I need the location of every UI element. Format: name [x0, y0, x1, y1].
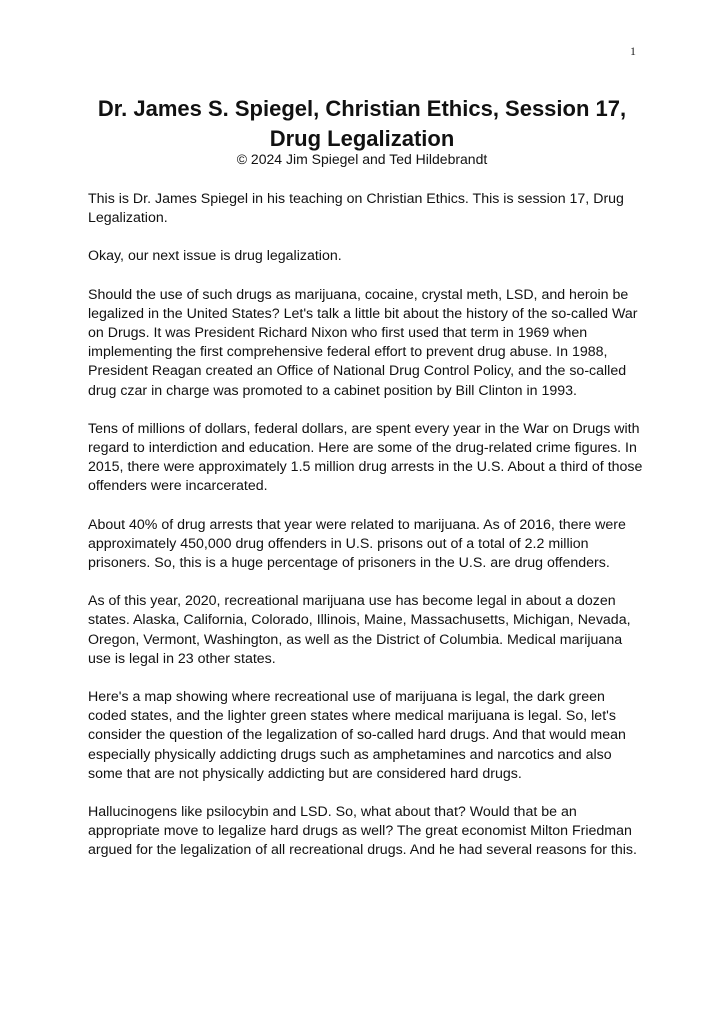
copyright-line: © 2024 Jim Spiegel and Ted Hildebrandt [236, 151, 488, 167]
page-number: 1 [630, 44, 636, 58]
title-line-1: Dr. James S. Spiegel, Christian Ethics, Session 17, [97, 96, 627, 121]
document-title [60, 94, 664, 154]
paragraph: About 40% of drug arrests that year were related to marijuana. As of 2016, there were approximately 450,000 drug offenders in U.S. prisons out of a total of 2.2 million prisoners. So, this is a huge percentage of prisoners in the U.S. are drug offenders. [88, 516, 626, 572]
paragraph: This is Dr. James Spiegel in his teaching on Christian Ethics. This is session 17, Drug Legalization. [88, 191, 624, 227]
paragraph: Here's a map showing where recreational use of marijuana is legal, the dark green coded states, and the lighter green states where medical marijuana is legal. So, let's consider the question of the legalization of so-called hard drugs. And that would mean especially physically addicting drugs such as amphetamines and narcotics and also some that are not physically addicting but are considered hard drugs. [88, 689, 626, 782]
document-body [88, 190, 644, 880]
paragraph: Hallucinogens like psilocybin and LSD. So, what about that? Would that be an appropriate move to legalize hard drugs as well? The great economist Milton Friedman argued for the legalization of all recreational drugs. And he had several reasons for this. [88, 804, 637, 859]
paragraph: Okay, our next issue is drug legalization. [88, 248, 342, 265]
paragraph: As of this year, 2020, recreational marijuana use has become legal in about a dozen states. Alaska, California, Colorado, Illinois, Maine, Massachusetts, Michigan, Nevada, Oregon, Vermont, Washington, as well as the District of Columbia. Medical marijuana use is legal in 23 other states. [88, 593, 631, 667]
title-line-2: Drug Legalization [269, 126, 455, 151]
paragraph: Tens of millions of dollars, federal dollars, are spent every year in the War on Drugs with regard to interdiction and education. Here are some of the drug-related crime figures. In 2015, there were approximately 1.5 million drug arrests in the U.S. About a third of those offenders were incarcerated. [88, 420, 643, 495]
paragraph: Should the use of such drugs as marijuana, cocaine, crystal meth, LSD, and heroin be legalized in the United States? Let's talk a little bit about the history of the so-called War on Drugs. It was President Richard Nixon who first used that term in 1969 when implementing the first comprehensive federal effort to prevent drug abuse. In 1988, President Reagan created an Office of National Drug Control Policy, and the so-called drug czar in charge was promoted to a cabinet position by Bill Clinton in 1993. [88, 286, 638, 399]
